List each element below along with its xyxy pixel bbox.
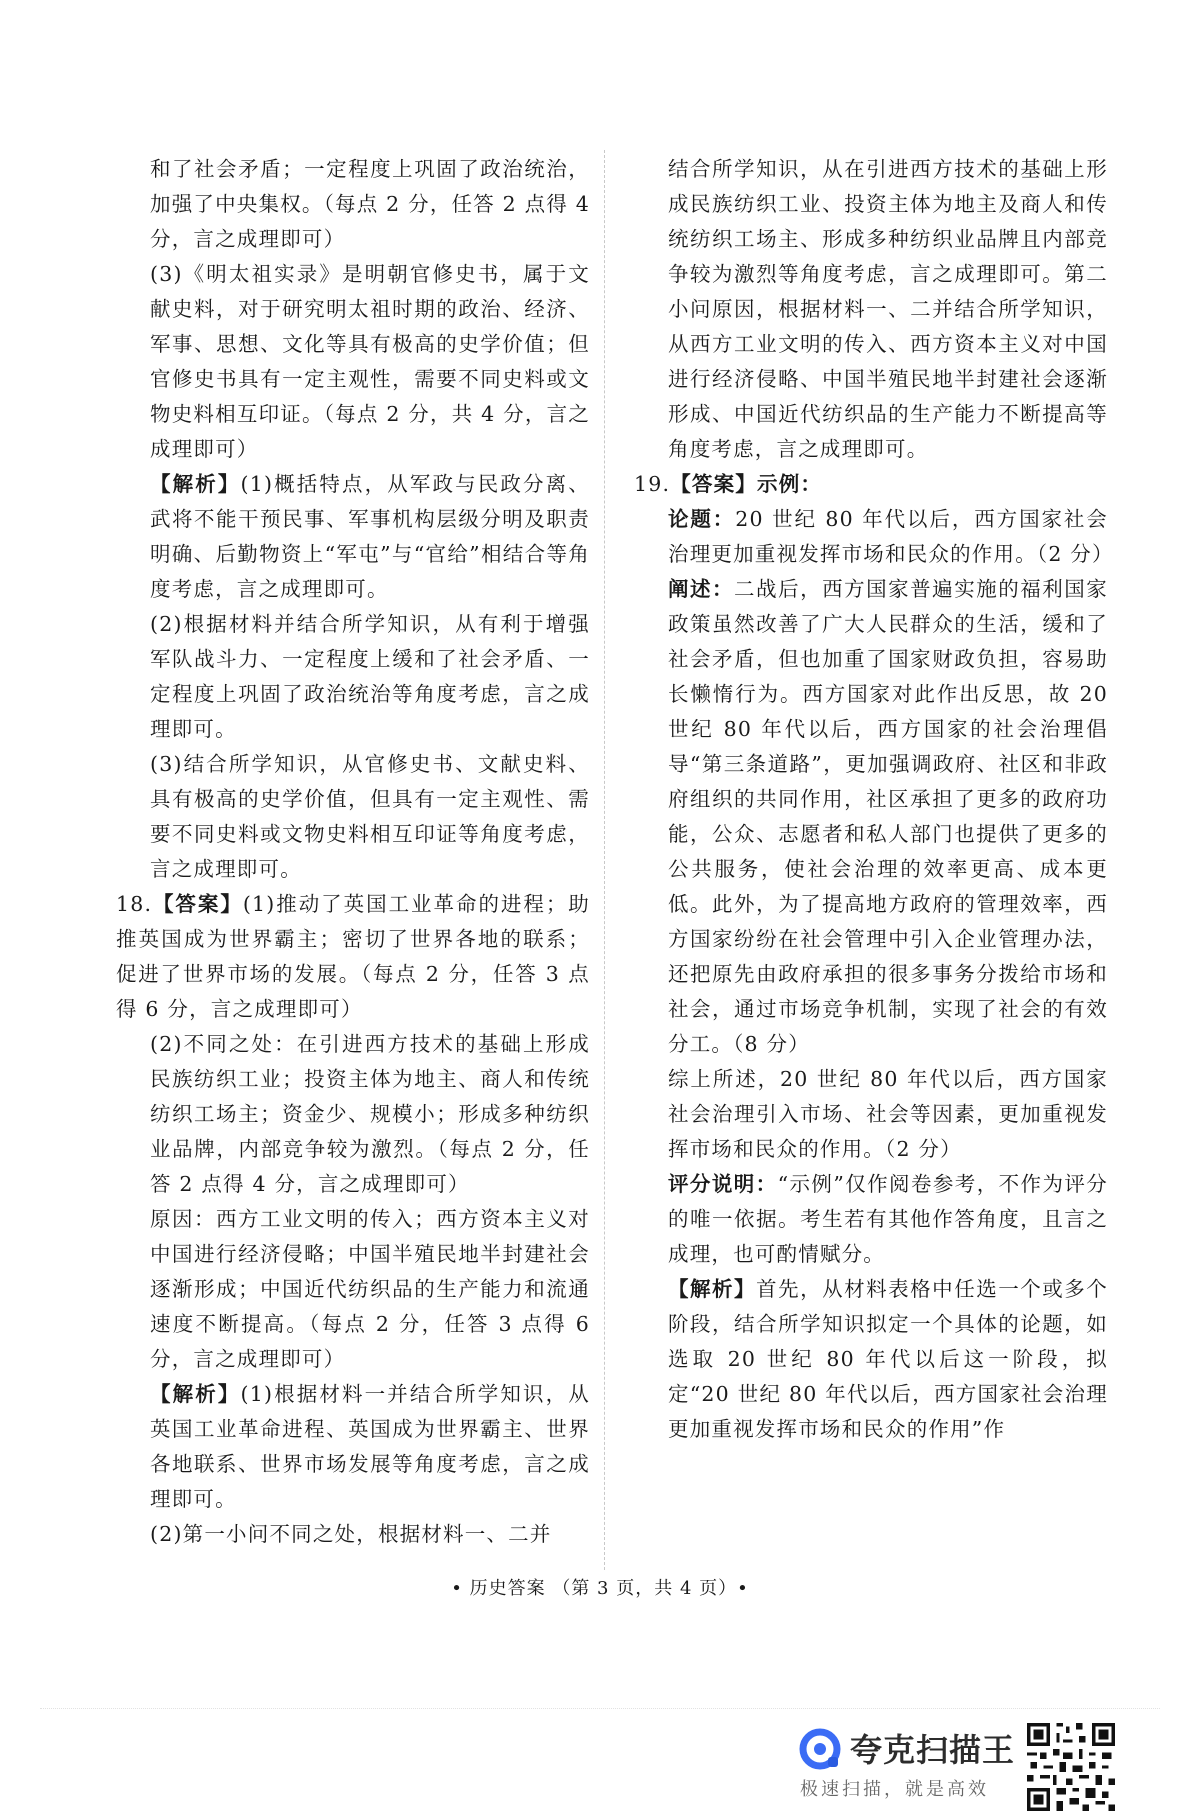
paragraph: 结合所学知识，从在引进西方技术的基础上形成民族纺织工业、投资主体为地主及商人和传统纺织工场主、形成多种纺织业品牌且内部竞争较为激烈等角度考虑，言之成理即可。第二小问原因，根据材料一、二并结合所学知识，从西方工业文明的传入、西方资本主义对中国进行经济侵略、中国半殖民地半封建社会逐渐形成、中国近代纺织品的生产能力不断提高等角度考虑，言之成理即可。	[668, 157, 1108, 461]
analysis-paragraph: 【解析】(1)概括特点，从军政与民政分离、武将不能干预民事、军事机构层级分明及职责明确、后勤物资上“军屯”与“官给”相结合等角度考虑，言之成理即可。	[150, 472, 590, 601]
question-number: 18.	[116, 892, 153, 916]
analysis-label: 【解析】	[150, 1382, 241, 1406]
grading-label: 评分说明：	[668, 1172, 778, 1196]
exposition-label: 阐述：	[668, 577, 735, 601]
column-divider	[604, 150, 605, 1570]
question-19-answer	[634, 467, 1108, 502]
paragraph: (3)《明太祖实录》是明朝官修史书，属于文献史料，对于研究明太祖时期的政治、经济、军事、思想、文化等具有极高的史学价值；但官修史书具有一定主观性，需要不同史料或文物史料相互印证。（每点 2 分，共 4 分，言之成理即可）	[150, 262, 590, 461]
scan-divider	[40, 1708, 1160, 1709]
page-footer: • 历史答案 （第 3 页，共 4 页）•	[451, 1578, 749, 1599]
left-column	[116, 152, 590, 1552]
example-label: 示例：	[757, 472, 823, 496]
question-18-answer: 18.【答案】(1)推动了英国工业革命的进程；助推英国成为世界霸主；密切了世界各地的联系；促进了世界市场的发展。（每点 2 分，任答 3 点得 6 分，言之成理即可）	[116, 892, 590, 1021]
analysis-paragraph: 【解析】(1)根据材料一并结合所学知识，从英国工业革命进程、英国成为世界霸主、世界各地联系、世界市场发展等角度考虑，言之成理即可。	[150, 1382, 590, 1511]
paragraph: 和了社会矛盾；一定程度上巩固了政治统治，加强了中央集权。（每点 2 分，任答 2 点得 4 分，言之成理即可）	[150, 157, 590, 251]
paragraph: (3)结合所学知识，从官修史书、文献史料、具有极高的史学价值，但具有一定主观性、需要不同史料或文物史料相互印证等角度考虑，言之成理即可。	[150, 752, 590, 881]
right-column	[634, 152, 1114, 1447]
paragraph: (2)第一小问不同之处，根据材料一、二并	[150, 1522, 552, 1546]
thesis-label: 论题：	[668, 507, 736, 531]
analysis-paragraph: 【解析】首先，从材料表格中任选一个或多个阶段，结合所学知识拟定一个具体的论题，如选取 20 世纪 80 年代以后这一阶段，拟定“20 世纪 80 年代以后，西方国家社会治理更加重视发挥市场和民众的作用”作	[668, 1277, 1108, 1441]
paragraph: 原因：西方工业文明的传入；西方资本主义对中国进行经济侵略；中国半殖民地半封建社会逐渐形成；中国近代纺织品的生产能力和流通速度不断提高。（每点 2 分，任答 3 点得 6 分，言之成理即可）	[150, 1207, 590, 1371]
answer-label: 【答案】	[670, 472, 758, 496]
watermark-slogan: 极速扫描，就是高效	[800, 1779, 989, 1800]
thesis-paragraph: 论题：20 世纪 80 年代以后，西方国家社会治理更加重视发挥市场和民众的作用。（2 分）	[668, 507, 1114, 566]
paragraph: (2)根据材料并结合所学知识，从有利于增强军队战斗力、一定程度上缓和了社会矛盾、一定程度上巩固了政治统治等角度考虑，言之成理即可。	[150, 612, 590, 741]
grading-paragraph: 评分说明：“示例”仅作阅卷参考，不作为评分的唯一依据。考生若有其他作答角度，且言之成理，也可酌情赋分。	[668, 1172, 1108, 1266]
answer-label: 【答案】	[152, 892, 243, 916]
quark-logo-icon	[798, 1727, 842, 1771]
qr-code-icon	[1024, 1720, 1118, 1814]
watermark-name: 夸克扫描王	[850, 1731, 1016, 1769]
paragraph: (2)不同之处：在引进西方技术的基础上形成民族纺织工业；投资主体为地主、商人和传统纺织工场主；资金少、规模小；形成多种纺织业品牌，内部竞争较为激烈。（每点 2 分，任答 2 点得 4 分，言之成理即可）	[150, 1032, 590, 1196]
analysis-label: 【解析】	[668, 1277, 757, 1301]
summary-paragraph: 综上所述，20 世纪 80 年代以后，西方国家社会治理引入市场、社会等因素，更加重视发挥市场和民众的作用。（2 分）	[668, 1067, 1108, 1161]
exposition-paragraph: 阐述：二战后，西方国家普遍实施的福利国家政策虽然改善了广大人民群众的生活，缓和了社会矛盾，但也加重了国家财政负担，容易助长懒惰行为。西方国家对此作出反思，故 20 世纪 80 年代以后，西方国家的社会治理倡导“第三条道路”，更加强调政府、社区和非政府组织的共同作用，社区承担了更多的政府功能，公众、志愿者和私人部门也提供了更多的公共服务，使社会治理的效率更高、成本更低。此外，为了提高地方政府的管理效率，西方国家纷纷在社会管理中引入企业管理办法，还把原先由政府承担的很多事务分拨给市场和社会，通过市场竞争机制，实现了社会的有效分工。（8 分）	[668, 577, 1108, 1056]
question-number: 19.	[634, 472, 671, 496]
analysis-label: 【解析】	[150, 472, 241, 496]
